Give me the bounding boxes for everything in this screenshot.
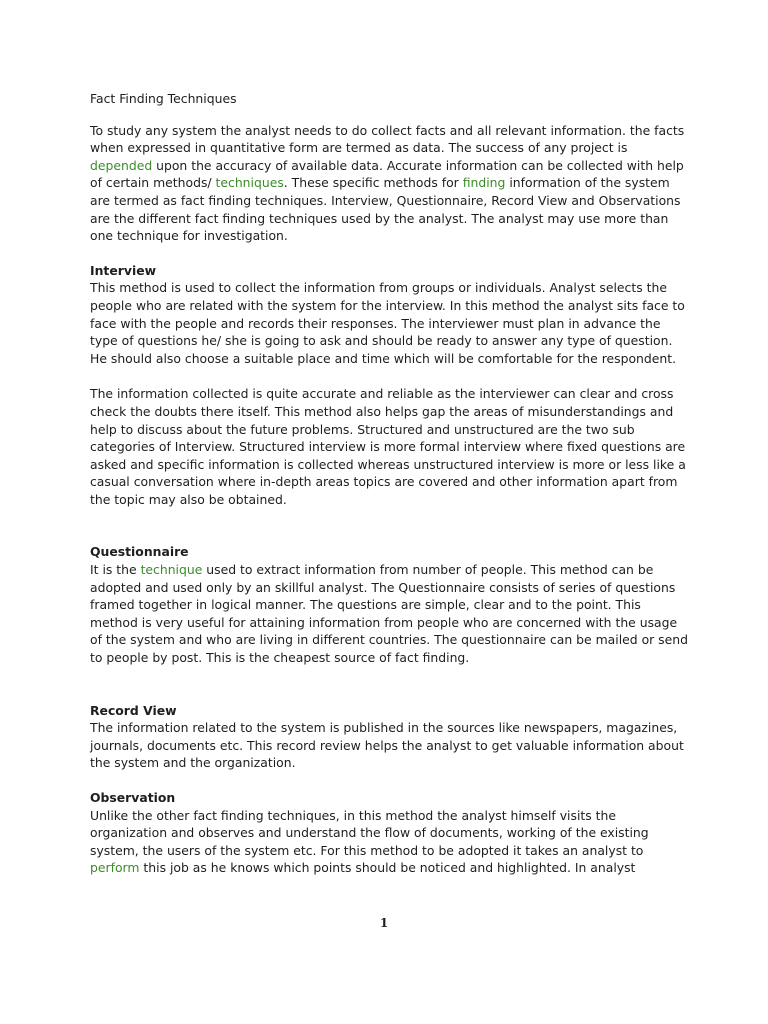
questionnaire-paragraph [90,561,688,667]
observation-text-1: Unlike the other fact finding techniques, in this method the analyst himself visits the organization and observes and understand the flow of documents, working of the existing system, the users of the system etc. For this method to be adopted it takes an analyst to [90,807,649,858]
heading-questionnaire: Questionnaire [90,544,189,560]
intro-text-3: . These specific methods for [283,175,463,191]
intro-text-2: upon the accuracy of available data. Accurate information can be collected with help of certain methods/ [90,157,684,191]
link-finding[interactable]: finding [462,175,506,191]
document-title: Fact Finding Techniques [90,91,237,106]
heading-interview: Interview [90,262,157,278]
interview-paragraph-1: This method is used to collect the information from groups or individuals. Analyst selects the people who are related with the system for the interview. In this method the analyst sits face to face with the people and records their responses. The interviewer must plan in advance the type of questions he/ she is going to ask and should be ready to answer any type of question. He should also choose a suitable place and time which will be comfortable for the respondent. [90,280,685,366]
intro-text-1: To study any system the analyst needs to do collect facts and all relevant information. the facts when expressed in quantitative form are termed as data. The success of any project is [90,122,685,156]
observation-paragraph [90,807,688,877]
observation-text-2: this job as he knows which points should be noticed and highlighted. In analyst [139,860,636,876]
link-depended[interactable]: depended [90,157,153,173]
page-number: 1 [379,916,389,930]
heading-record-view: Record View [90,702,177,718]
link-perform[interactable]: perform [90,860,140,876]
link-technique[interactable]: technique [140,562,203,578]
heading-observation: Observation [90,790,176,805]
record-view-paragraph: The information related to the system is published in the sources like newspapers, magazines, journals, documents etc. This record review helps the analyst to get valuable information about the system and the organization. [90,720,684,771]
questionnaire-text-2: used to extract information from number of people. This method can be adopted and used only by an skillful analyst. The Questionnaire consists of series of questions framed together in logical manner. The questions are simple, clear and to the point. This method is very useful for attaining information from people who are concerned with the usage of the system and who are living in different countries. The questionnaire can be mailed or send to people by post. This is the cheapest source of fact finding. [90,562,688,666]
intro-text-4: information of the system are termed as fact finding techniques. Interview, Questionnaire, Record View and Observations are the different fact finding techniques used by the analyst. The analyst may use more than one technique for investigation. [90,175,681,244]
interview-paragraph-2: The information collected is quite accurate and reliable as the interviewer can clear and cross check the doubts there itself. This method also helps gap the areas of misunderstandings and help to discuss about the future problems. Structured and unstructured are the two sub categories of Interview. Structured interview is more formal interview where fixed questions are asked and specific information is collected whereas unstructured interview is more or less like a casual conversation where in-depth areas topics are covered and other information apart from the topic may also be obtained. [90,386,686,507]
link-techniques[interactable]: techniques [215,175,284,191]
questionnaire-text-1: It is the [90,562,141,578]
intro-paragraph [90,122,688,245]
